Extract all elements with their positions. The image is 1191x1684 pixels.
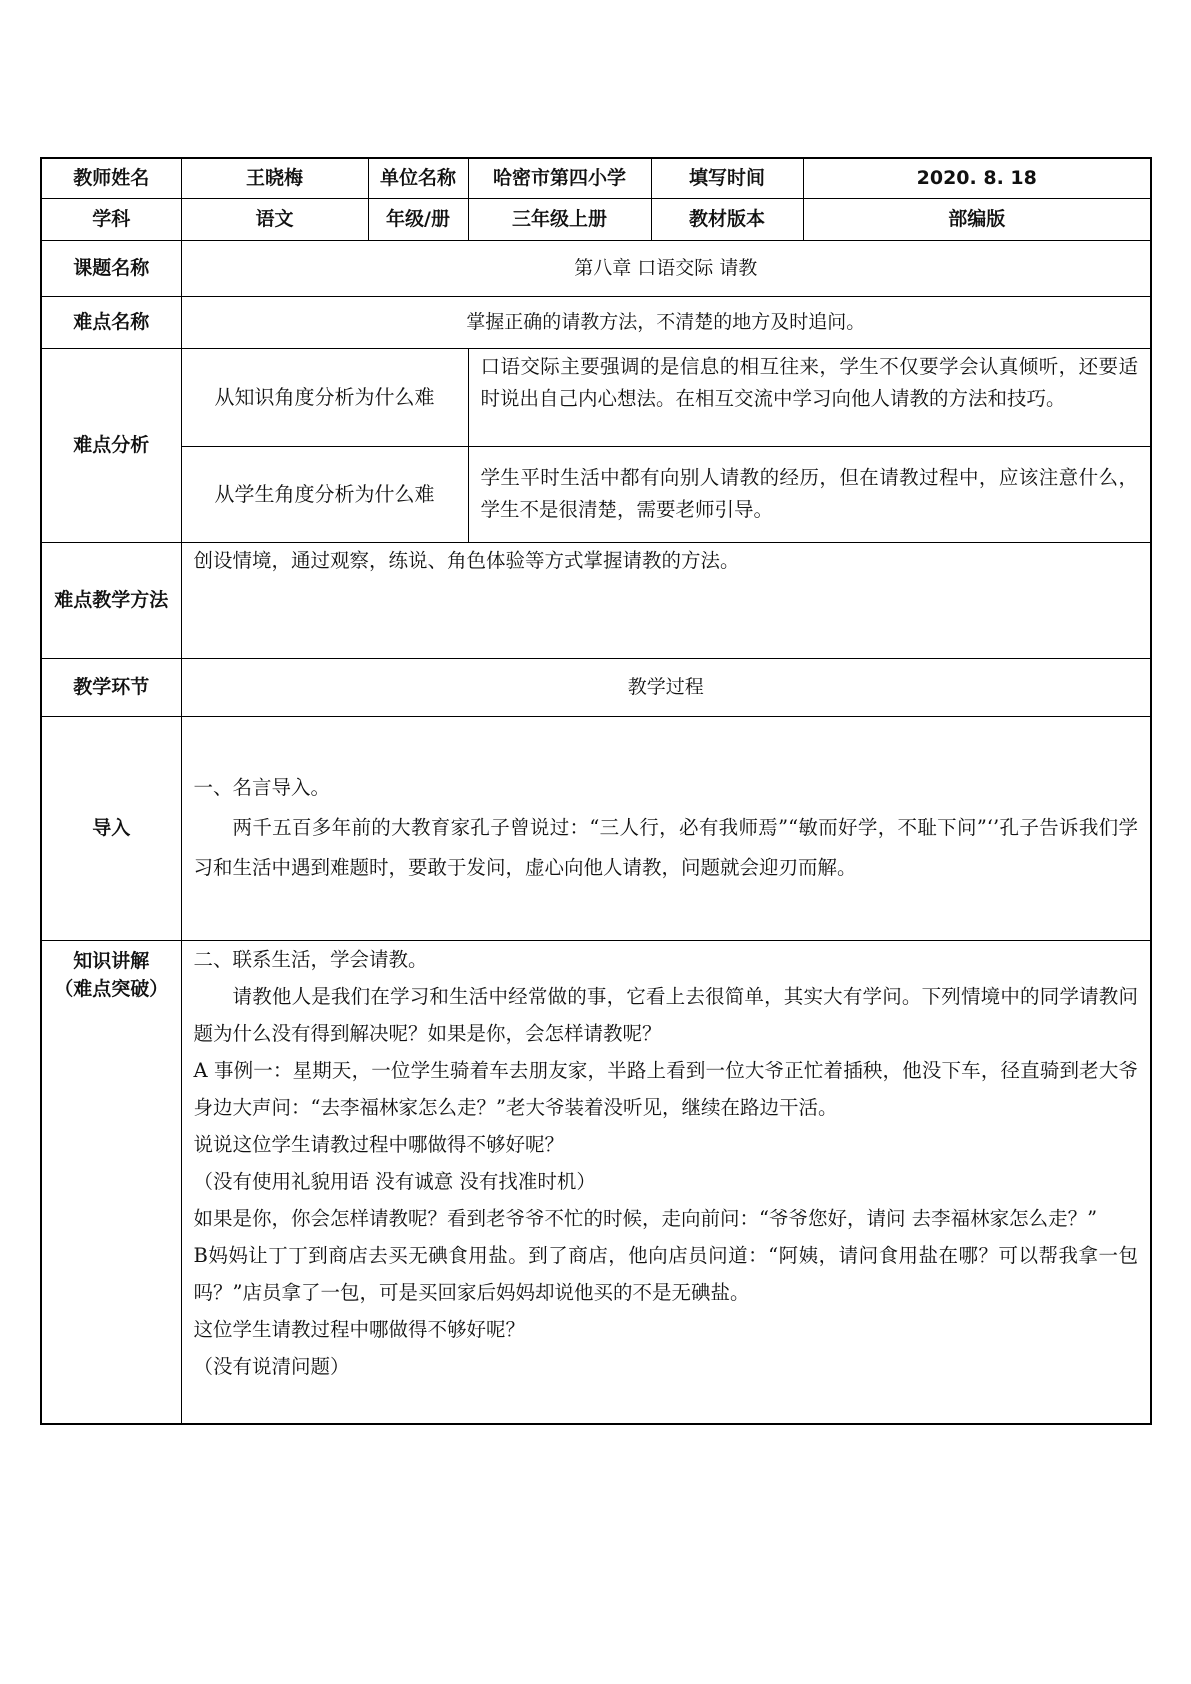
grade-value: 三年级上册 <box>468 198 651 240</box>
analysis-row-knowledge <box>41 348 1151 446</box>
process-header-row <box>41 658 1151 716</box>
intro-paragraph: 两千五百多年前的大教育家孔子曾说过：“三人行，必有我师焉”“敏而好学，不耻下问”‘’孔子告诉我们学习和生活中遇到难题时，要敢于发问，虚心向他人请教，问题就会迎刃而解。 <box>193 816 1138 879</box>
teacher-value: 王晓梅 <box>181 158 368 198</box>
difficulty-row <box>41 296 1151 348</box>
knowledge-row <box>41 940 1151 1424</box>
knowledge-line: 说说这位学生请教过程中哪做得不够好呢？ <box>193 1132 565 1156</box>
intro-label: 导入 <box>41 716 181 940</box>
date-value: 2020. 8. 18 <box>803 158 1151 198</box>
student-angle-text: 学生平时生活中都有向别人请教的经历，但在请教过程中，应该注意什么，学生不是很清楚，需要老师引导。 <box>468 446 1151 542</box>
grade-label: 年级/册 <box>368 198 468 240</box>
analysis-row-student <box>41 446 1151 542</box>
intro-row <box>41 716 1151 940</box>
header-row-1 <box>41 158 1151 198</box>
unit-value: 哈密市第四小学 <box>468 158 651 198</box>
unit-label: 单位名称 <box>368 158 468 198</box>
difficulty-value: 掌握正确的请教方法，不清楚的地方及时追问。 <box>181 296 1151 348</box>
knowledge-label-line2: （难点突破） <box>54 977 169 1000</box>
knowledge-label-line1: 知识讲解 <box>73 949 150 972</box>
lesson-plan-table <box>40 157 1152 1425</box>
knowledge-label <box>41 940 181 1424</box>
edition-value: 部编版 <box>803 198 1151 240</box>
knowledge-line: 请教他人是我们在学习和生活中经常做的事，它看上去很简单，其实大有学问。下列情境中的同学请教问题为什么没有得到解决呢？如果是你，会怎样请教呢？ <box>193 984 1138 1045</box>
knowledge-line: （没有说清问题） <box>193 1354 350 1378</box>
subject-value: 语文 <box>181 198 368 240</box>
knowledge-line: 如果是你，你会怎样请教呢？看到老爷爷不忙的时候，走向前问：“爷爷您好，请问 去李福林家怎么走？” <box>193 1206 1098 1230</box>
date-label: 填写时间 <box>651 158 803 198</box>
knowledge-line: （没有使用礼貌用语 没有诚意 没有找准时机） <box>193 1169 596 1193</box>
knowledge-line: B妈妈让丁丁到商店去买无碘食用盐。到了商店，他向店员问道：“阿姨，请问食用盐在哪？可以帮我拿一包吗？”店员拿了一包，可是买回家后妈妈却说他买的不是无碘盐。 <box>193 1243 1138 1304</box>
analysis-label: 难点分析 <box>41 348 181 542</box>
teacher-label: 教师姓名 <box>41 158 181 198</box>
process-value: 教学过程 <box>181 658 1151 716</box>
difficulty-label: 难点名称 <box>41 296 181 348</box>
lesson-plan-page <box>40 157 1150 1425</box>
subject-label: 学科 <box>41 198 181 240</box>
header-row-2 <box>41 198 1151 240</box>
process-label: 教学环节 <box>41 658 181 716</box>
student-angle-label: 从学生角度分析为什么难 <box>181 446 468 542</box>
intro-title: 一、名言导入。 <box>193 776 331 799</box>
knowledge-line: 二、联系生活，学会请教。 <box>193 947 428 971</box>
edition-label: 教材版本 <box>651 198 803 240</box>
topic-value: 第八章 口语交际 请教 <box>181 240 1151 296</box>
topic-label: 课题名称 <box>41 240 181 296</box>
knowledge-line: A 事例一：星期天，一位学生骑着车去朋友家，半路上看到一位大爷正忙着插秧，他没下车，径直骑到老大爷身边大声问：“去李福林家怎么走？”老大爷装着没听见，继续在路边干活。 <box>193 1058 1138 1119</box>
knowledge-content <box>181 940 1151 1424</box>
method-row <box>41 542 1151 658</box>
knowledge-angle-text: 口语交际主要强调的是信息的相互往来，学生不仅要学会认真倾听，还要适时说出自己内心想法。在相互交流中学习向他人请教的方法和技巧。 <box>468 348 1151 446</box>
method-label: 难点教学方法 <box>41 542 181 658</box>
knowledge-angle-label: 从知识角度分析为什么难 <box>181 348 468 446</box>
method-text: 创设情境，通过观察，练说、角色体验等方式掌握请教的方法。 <box>181 542 1151 658</box>
topic-row <box>41 240 1151 296</box>
knowledge-line: 这位学生请教过程中哪做得不够好呢？ <box>193 1317 526 1341</box>
intro-content <box>181 716 1151 940</box>
